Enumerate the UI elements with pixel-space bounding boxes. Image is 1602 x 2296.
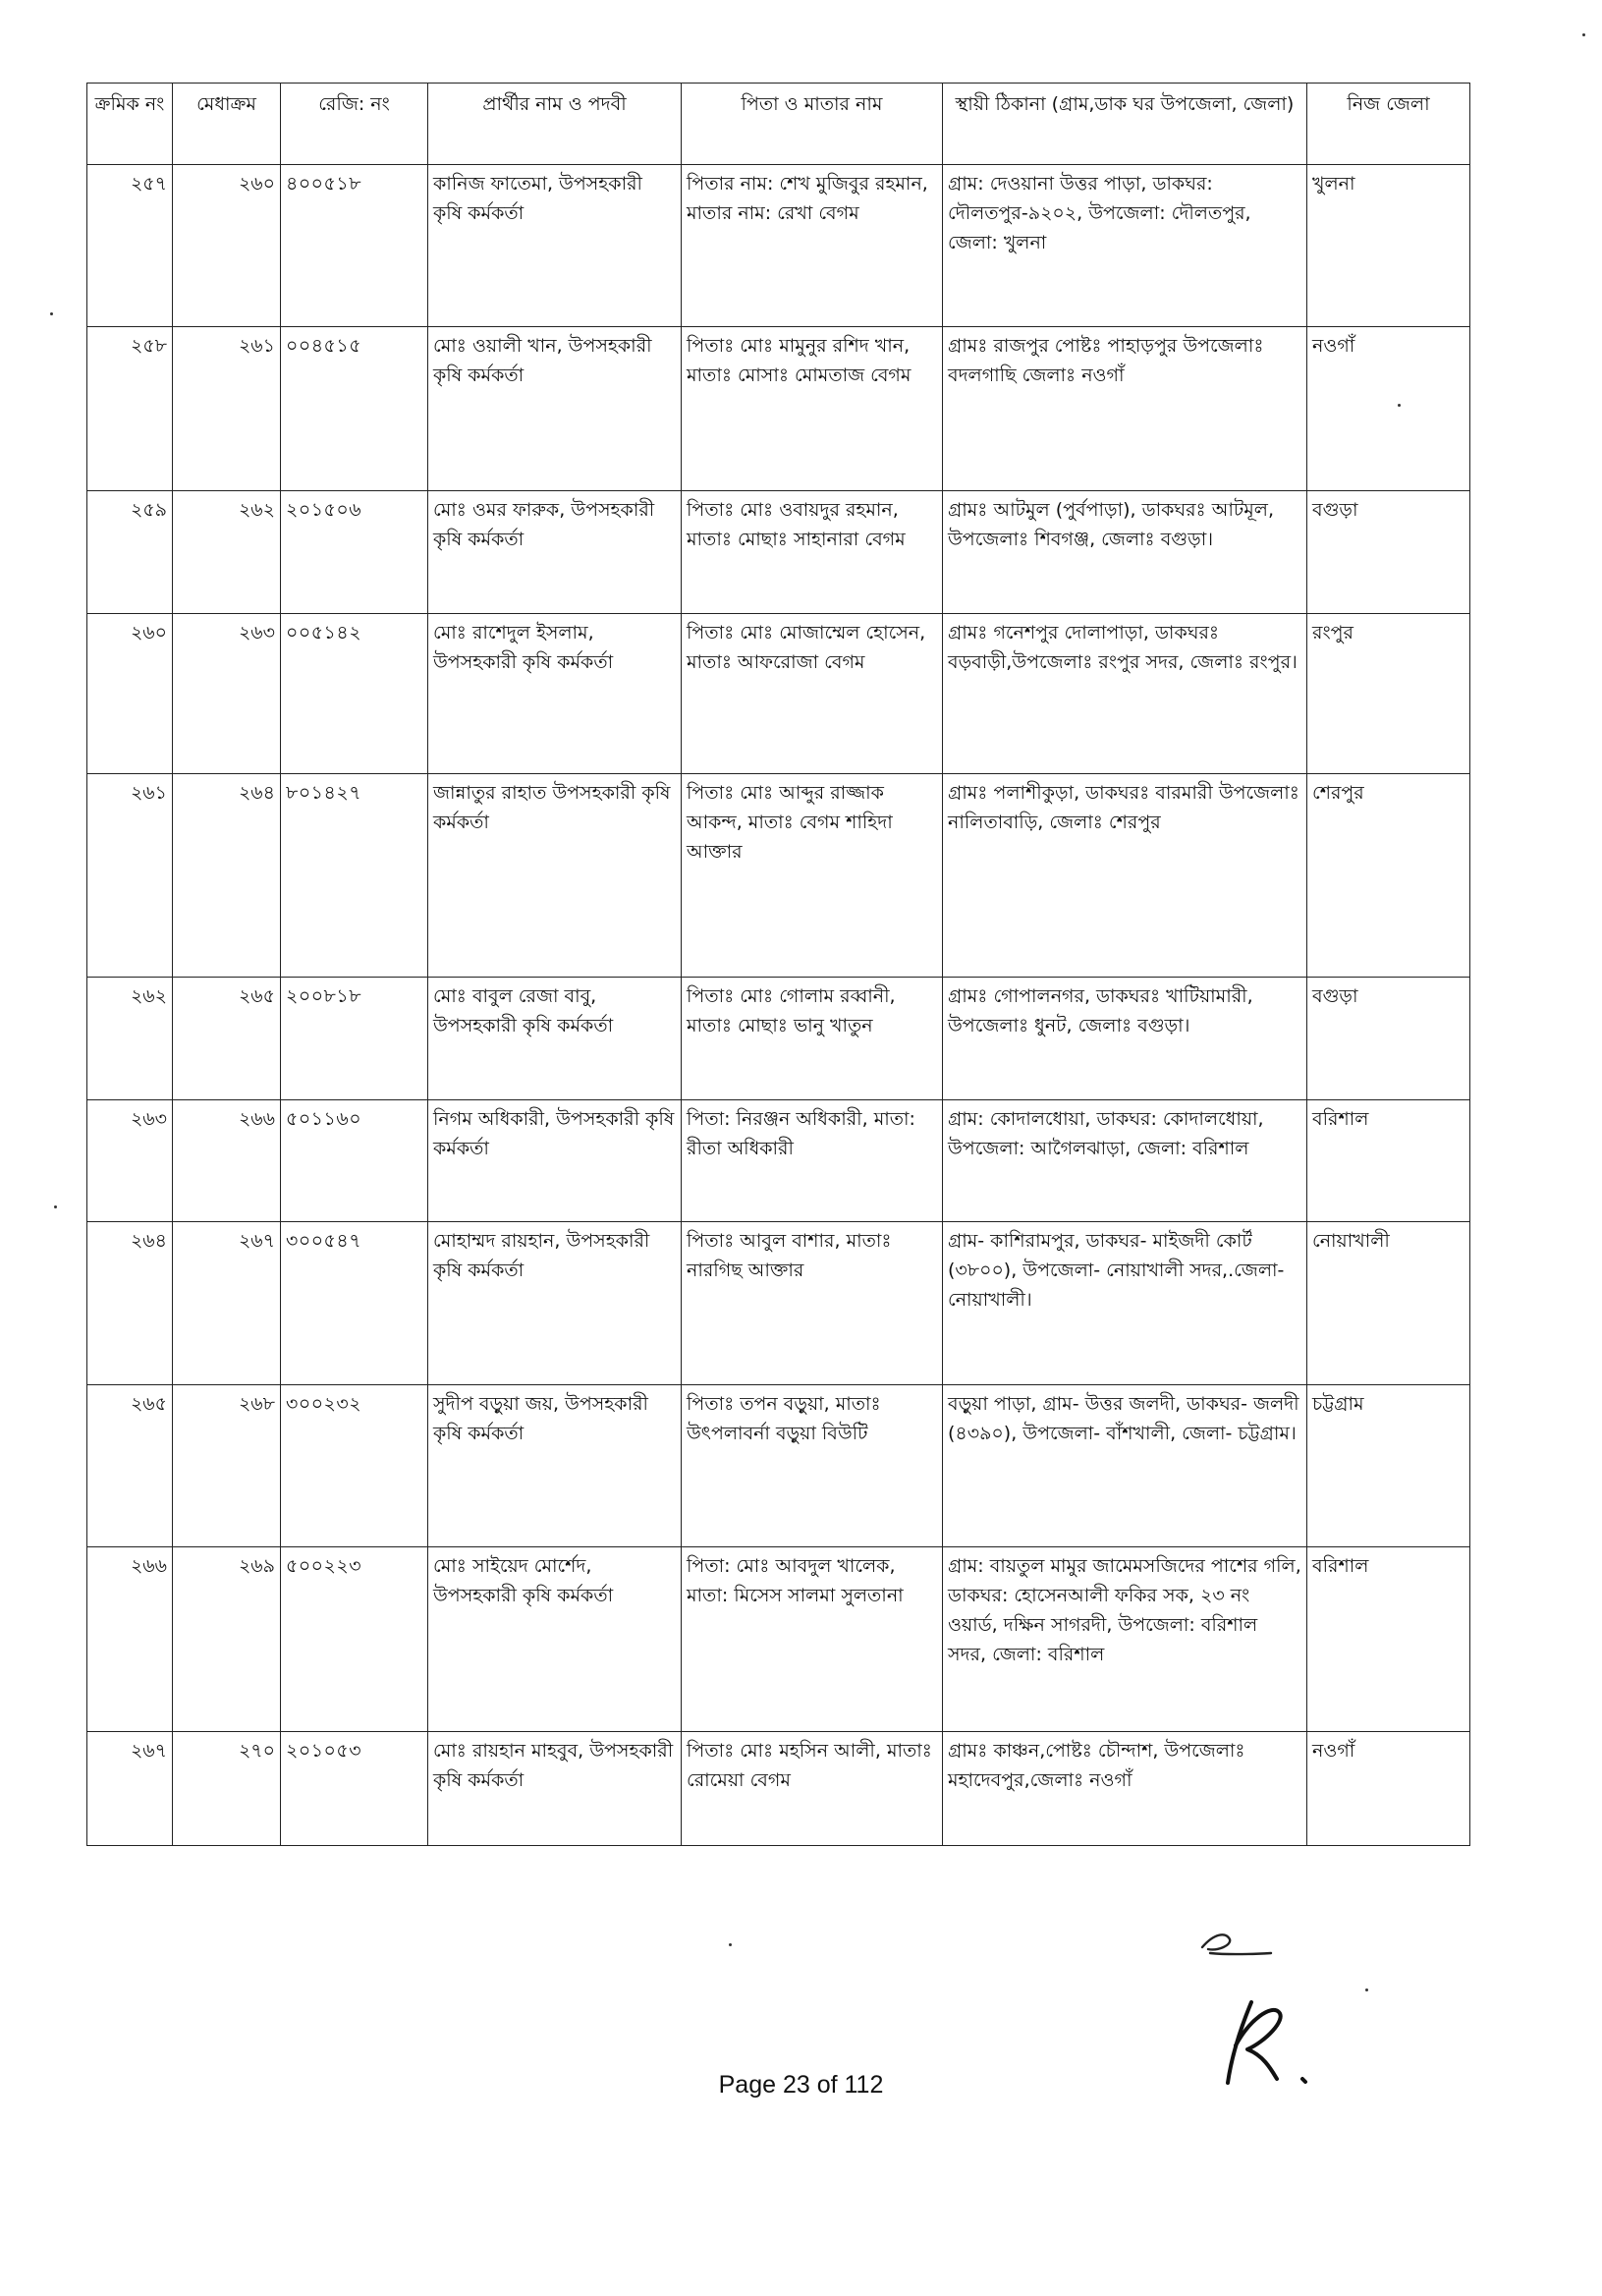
reg-cell: ০০৪৫১৫: [281, 327, 428, 491]
parents-cell: পিতাঃ তপন বড়ুয়া, মাতাঃ উৎপলাবর্না বড়ুয়া বিউটি: [682, 1385, 943, 1547]
name-cell: মোঃ ওয়ালী খান, উপসহকারী কৃষি কর্মকর্তা: [428, 327, 682, 491]
reg-cell: ০০৫১৪২: [281, 614, 428, 774]
table-row: [87, 491, 1470, 614]
district-cell: বগুড়া: [1307, 491, 1470, 614]
table-row: [87, 165, 1470, 327]
scan-speck: [1582, 33, 1585, 36]
header-serial: ক্রমিক নং: [87, 84, 173, 165]
address-cell: বড়ুয়া পাড়া, গ্রাম- উত্তর জলদী, ডাকঘর- জলদী (৪৩৯০), উপজেলা- বাঁশখালী, জেলা- চট্টগ্রাম।: [943, 1385, 1307, 1547]
reg-cell: ২০১৫০৬: [281, 491, 428, 614]
parents-cell: পিতাঃ মোঃ আব্দুর রাজ্জাক আকন্দ, মাতাঃ বেগম শাহিদা আক্তার: [682, 774, 943, 978]
reg-cell: ৩০০৫৪৭: [281, 1222, 428, 1385]
name-cell: নিগম অধিকারী, উপসহকারী কৃষি কর্মকর্তা: [428, 1100, 682, 1222]
name-cell: মোঃ সাইয়েদ মোর্শেদ, উপসহকারী কৃষি কর্মকর্তা: [428, 1547, 682, 1732]
district-cell: নওগাঁ: [1307, 327, 1470, 491]
initial-mark-small: [1196, 1928, 1275, 1961]
merit-cell: ২৭০: [173, 1732, 281, 1846]
district-cell: শেরপুর: [1307, 774, 1470, 978]
address-cell: গ্রাম- কাশিরামপুর, ডাকঘর- মাইজদী কোর্ট (৩৮০০), উপজেলা- নোয়াখালী সদর,.জেলা- নোয়াখালী।: [943, 1222, 1307, 1385]
reg-cell: ২০০৮১৮: [281, 978, 428, 1100]
name-cell: মোহাম্মদ রায়হান, উপসহকারী কৃষি কর্মকর্তা: [428, 1222, 682, 1385]
address-cell: গ্রাম: বায়তুল মামুর জামেমসজিদের পাশের গলি, ডাকঘর: হোসেনআলী ফকির সক, ২৩ নং ওয়ার্ড, দক্ষিন সাগরদী, উপজেলা: বরিশাল সদর, জেলা: বরিশাল: [943, 1547, 1307, 1732]
address-cell: গ্রাম: কোদালধোয়া, ডাকঘর: কোদালধোয়া, উপজেলা: আগৈলঝাড়া, জেলা: বরিশাল: [943, 1100, 1307, 1222]
parents-cell: পিতাঃ মোঃ মোজাম্মেল হোসেন, মাতাঃ আফরোজা বেগম: [682, 614, 943, 774]
table-row: [87, 1547, 1470, 1732]
candidate-table: [86, 83, 1470, 1846]
merit-cell: ২৬৩: [173, 614, 281, 774]
header-reg: রেজি: নং: [281, 84, 428, 165]
table-row: [87, 1385, 1470, 1547]
district-cell: রংপুর: [1307, 614, 1470, 774]
name-cell: মোঃ বাবুল রেজা বাবু, উপসহকারী কৃষি কর্মকর্তা: [428, 978, 682, 1100]
header-name: প্রার্থীর নাম ও পদবী: [428, 84, 682, 165]
serial-cell: ২৬৭: [87, 1732, 173, 1846]
parents-cell: পিতার নাম: শেখ মুজিবুর রহমান, মাতার নাম: রেখা বেগম: [682, 165, 943, 327]
serial-cell: ২৫৮: [87, 327, 173, 491]
reg-cell: ৫০০২২৩: [281, 1547, 428, 1732]
reg-cell: ৩০০২৩২: [281, 1385, 428, 1547]
district-cell: বরিশাল: [1307, 1100, 1470, 1222]
serial-cell: ২৬১: [87, 774, 173, 978]
scan-speck: [729, 1943, 732, 1946]
parents-cell: পিতাঃ মোঃ গোলাম রব্বানী, মাতাঃ মোছাঃ ভানু খাতুন: [682, 978, 943, 1100]
merit-cell: ২৬৬: [173, 1100, 281, 1222]
serial-cell: ২৫৯: [87, 491, 173, 614]
reg-cell: ৮০১৪২৭: [281, 774, 428, 978]
merit-cell: ২৬৯: [173, 1547, 281, 1732]
table-row: [87, 978, 1470, 1100]
district-cell: নওগাঁ: [1307, 1732, 1470, 1846]
header-parents: পিতা ও মাতার নাম: [682, 84, 943, 165]
reg-cell: ৫০১১৬০: [281, 1100, 428, 1222]
table-row: [87, 1222, 1470, 1385]
name-cell: মোঃ রায়হান মাহবুব, উপসহকারী কৃষি কর্মকর্তা: [428, 1732, 682, 1846]
address-cell: গ্রামঃ পলাশীকুড়া, ডাকঘরঃ বারমারী উপজেলাঃ নালিতাবাড়ি, জেলাঃ শেরপুর: [943, 774, 1307, 978]
table-row: [87, 327, 1470, 491]
district-cell: খুলনা: [1307, 165, 1470, 327]
reg-cell: ৪০০৫১৮: [281, 165, 428, 327]
merit-cell: ২৬০: [173, 165, 281, 327]
address-cell: গ্রামঃ গনেশপুর দোলাপাড়া, ডাকঘরঃ বড়বাড়ী,উপজেলাঃ রংপুর সদর, জেলাঃ রংপুর।: [943, 614, 1307, 774]
name-cell: কানিজ ফাতেমা, উপসহকারী কৃষি কর্মকর্তা: [428, 165, 682, 327]
parents-cell: পিতাঃ মোঃ মামুনুর রশিদ খান, মাতাঃ মোসাঃ মোমতাজ বেগম: [682, 327, 943, 491]
parents-cell: পিতা: নিরঞ্জন অধিকারী, মাতা: রীতা অধিকারী: [682, 1100, 943, 1222]
merit-cell: ২৬৮: [173, 1385, 281, 1547]
merit-cell: ২৬৪: [173, 774, 281, 978]
merit-cell: ২৬২: [173, 491, 281, 614]
address-cell: গ্রামঃ আটমুল (পুর্বপাড়া), ডাকঘরঃ আটমূল, উপজেলাঃ শিবগঞ্জ, জেলাঃ বগুড়া।: [943, 491, 1307, 614]
header-merit: মেধাক্রম: [173, 84, 281, 165]
serial-cell: ২৬৫: [87, 1385, 173, 1547]
scan-speck: [50, 312, 53, 315]
page-number: Page 23 of 112: [718, 2071, 884, 2099]
parents-cell: পিতাঃ মোঃ মহসিন আলী, মাতাঃ রোমেয়া বেগম: [682, 1732, 943, 1846]
name-cell: জান্নাতুর রাহাত উপসহকারী কৃষি কর্মকর্তা: [428, 774, 682, 978]
header-district: নিজ জেলা: [1307, 84, 1470, 165]
merit-cell: ২৬১: [173, 327, 281, 491]
table-row: [87, 614, 1470, 774]
parents-cell: পিতাঃ মোঃ ওবায়দুর রহমান, মাতাঃ মোছাঃ সাহানারা বেগম: [682, 491, 943, 614]
scan-speck: [1398, 404, 1401, 407]
table-row: [87, 774, 1470, 978]
parents-cell: পিতা: মোঃ আবদুল খালেক, মাতা: মিসেস সালমা সুলতানা: [682, 1547, 943, 1732]
district-cell: বরিশাল: [1307, 1547, 1470, 1732]
district-cell: চট্টগ্রাম: [1307, 1385, 1470, 1547]
name-cell: সুদীপ বড়ুয়া জয়, উপসহকারী কৃষি কর্মকর্তা: [428, 1385, 682, 1547]
address-cell: গ্রাম: দেওয়ানা উত্তর পাড়া, ডাকঘর: দৌলতপুর-৯২০২, উপজেলা: দৌলতপুর, জেলা: খুলনা: [943, 165, 1307, 327]
district-cell: নোয়াখালী: [1307, 1222, 1470, 1385]
reg-cell: ২০১০৫৩: [281, 1732, 428, 1846]
serial-cell: ২৬০: [87, 614, 173, 774]
serial-cell: ২৫৭: [87, 165, 173, 327]
merit-cell: ২৬৫: [173, 978, 281, 1100]
serial-cell: ২৬৬: [87, 1547, 173, 1732]
address-cell: গ্রামঃ রাজপুর পোষ্টঃ পাহাড়পুর উপজেলাঃ বদলগাছি জেলাঃ নওগাঁ: [943, 327, 1307, 491]
table-header-row: [87, 84, 1470, 165]
address-cell: গ্রামঃ গোপালনগর, ডাকঘরঃ খাটিয়ামারী, উপজেলাঃ ধুনট, জেলাঃ বগুড়া।: [943, 978, 1307, 1100]
table-row: [87, 1732, 1470, 1846]
merit-cell: ২৬৭: [173, 1222, 281, 1385]
header-address: স্থায়ী ঠিকানা (গ্রাম,ডাক ঘর উপজেলা, জেলা): [943, 84, 1307, 165]
serial-cell: ২৬৪: [87, 1222, 173, 1385]
table-row: [87, 1100, 1470, 1222]
scan-speck: [1365, 1988, 1368, 1991]
address-cell: গ্রামঃ কাঞ্চন,পোষ্টঃ চৌন্দাশ, উপজেলাঃ মহাদেবপুর,জেলাঃ নওগাঁ: [943, 1732, 1307, 1846]
name-cell: মোঃ ওমর ফারুক, উপসহকারী কৃষি কর্মকর্তা: [428, 491, 682, 614]
serial-cell: ২৬৩: [87, 1100, 173, 1222]
parents-cell: পিতাঃ আবুল বাশার, মাতাঃ নারগিছ আক্তার: [682, 1222, 943, 1385]
scan-speck: [54, 1205, 57, 1208]
name-cell: মোঃ রাশেদুল ইসলাম, উপসহকারী কৃষি কর্মকর্তা: [428, 614, 682, 774]
serial-cell: ২৬২: [87, 978, 173, 1100]
district-cell: বগুড়া: [1307, 978, 1470, 1100]
